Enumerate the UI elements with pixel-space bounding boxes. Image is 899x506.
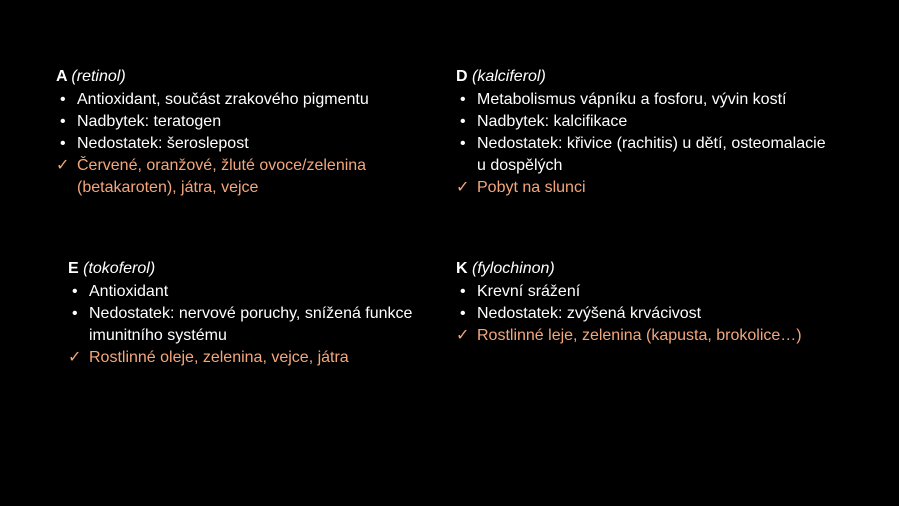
- vitamin-k-chemical-name: (fylochinon): [472, 260, 555, 277]
- list-item: [68, 281, 440, 303]
- vitamin-k-letter: K: [456, 260, 468, 277]
- vitamin-a-chemical-name: (retinol): [71, 68, 126, 85]
- bullet-icon: •: [60, 113, 66, 130]
- vitamin-k-list: [456, 281, 846, 347]
- vitamin-k-title: [456, 258, 846, 280]
- source-item: [68, 347, 440, 369]
- bullet-icon: •: [460, 305, 466, 322]
- list-item: [68, 303, 440, 347]
- bullet-icon: •: [460, 91, 466, 108]
- vitamin-e-block: [68, 258, 440, 369]
- vitamin-e-list: [68, 281, 440, 369]
- bullet-icon: •: [460, 283, 466, 300]
- list-item-text: Krevní srážení: [477, 283, 581, 300]
- source-item-text: Rostlinné oleje, zelenina, vejce, játra: [89, 349, 349, 366]
- vitamin-a-title: [56, 66, 426, 88]
- source-item: [456, 177, 836, 199]
- vitamin-e-chemical-name: (tokoferol): [83, 260, 156, 277]
- list-item-text: Antioxidant: [89, 283, 169, 300]
- list-item: [56, 89, 426, 111]
- list-item: [456, 281, 846, 303]
- list-item-text: Metabolismus vápníku a fosforu, vývin kostí: [477, 91, 787, 108]
- list-item: [56, 111, 426, 133]
- vitamin-e-letter: E: [68, 260, 79, 277]
- bullet-icon: •: [60, 91, 66, 108]
- checkmark-icon: ✓: [56, 157, 70, 174]
- vitamin-a-list: [56, 89, 426, 199]
- list-item-text: Nedostatek: šeroslepost: [77, 135, 249, 152]
- source-item: [456, 325, 846, 347]
- bullet-icon: •: [460, 135, 466, 152]
- checkmark-icon: ✓: [456, 327, 470, 344]
- list-item: [456, 111, 836, 133]
- vitamin-a-letter: A: [56, 68, 67, 85]
- source-item-text: Rostlinné leje, zelenina (kapusta, brokolice…): [477, 327, 802, 344]
- list-item-text: Nadbytek: teratogen: [77, 113, 222, 130]
- checkmark-icon: ✓: [456, 179, 470, 196]
- list-item: [456, 89, 836, 111]
- list-item: [56, 133, 426, 155]
- list-item-text: Nadbytek: kalcifikace: [477, 113, 628, 130]
- vitamin-e-title: [68, 258, 440, 280]
- source-item-text: Červené, oranžové, žluté ovoce/zelenina (betakaroten), játra, vejce: [77, 157, 367, 196]
- list-item-text: Antioxidant, součást zrakového pigmentu: [77, 91, 369, 108]
- list-item-text: Nedostatek: nervové poruchy, snížená funkce imunitního systému: [89, 305, 413, 344]
- list-item: [456, 303, 846, 325]
- vitamin-k-block: [456, 258, 846, 347]
- list-item-text: Nedostatek: křivice (rachitis) u dětí, osteomalacie u dospělých: [477, 135, 826, 174]
- vitamin-d-block: [456, 66, 836, 199]
- list-item-text: Nedostatek: zvýšená krvácivost: [477, 305, 702, 322]
- list-item: [456, 133, 836, 177]
- checkmark-icon: ✓: [68, 349, 82, 366]
- vitamin-d-list: [456, 89, 836, 199]
- bullet-icon: •: [460, 113, 466, 130]
- vitamin-d-chemical-name: (kalciferol): [472, 68, 546, 85]
- source-item-text: Pobyt na slunci: [477, 179, 586, 196]
- bullet-icon: •: [72, 305, 78, 322]
- source-item: [56, 155, 426, 199]
- vitamin-d-title: [456, 66, 836, 88]
- bullet-icon: •: [72, 283, 78, 300]
- bullet-icon: •: [60, 135, 66, 152]
- vitamin-a-block: [56, 66, 426, 199]
- vitamin-d-letter: D: [456, 68, 468, 85]
